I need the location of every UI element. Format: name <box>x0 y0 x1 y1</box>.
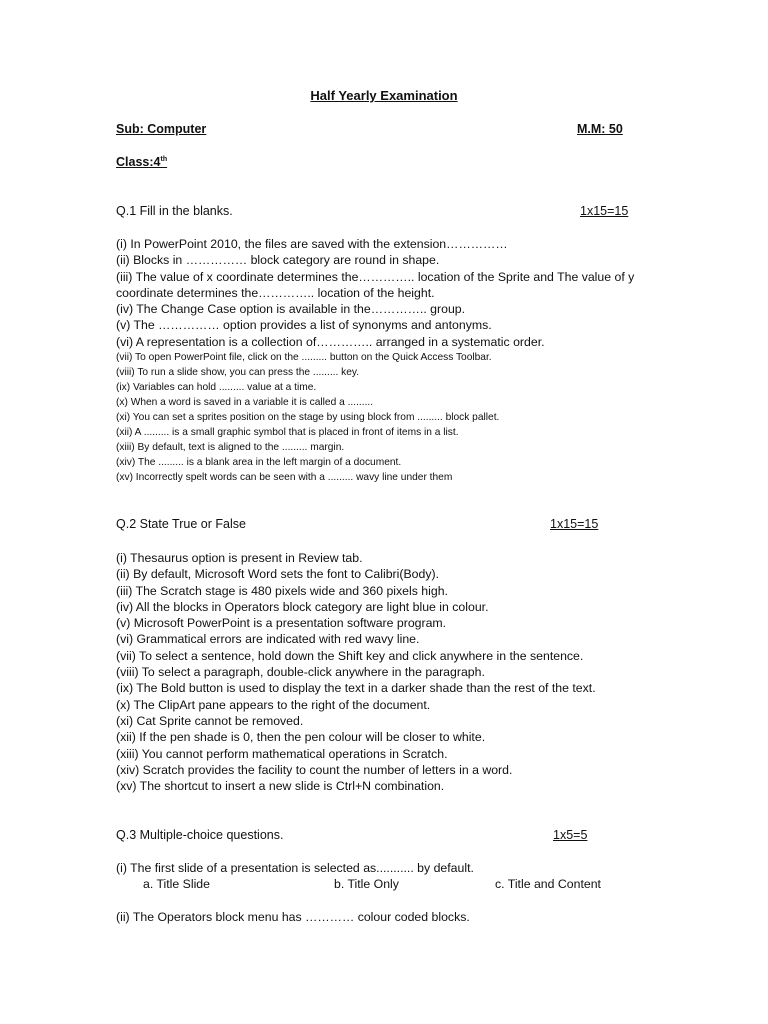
list-item: (iv) The Change Case option is available in the………….. group. <box>116 302 466 317</box>
list-item: (x) When a word is saved in a variable it is called a ......... <box>116 397 374 409</box>
q3-option-c: c. Title and Content <box>495 877 601 891</box>
list-item: (viii) To select a paragraph, double-click anywhere in the paragraph. <box>116 665 485 680</box>
q3-option-b: b. Title Only <box>334 877 399 891</box>
list-item: (v) Microsoft PowerPoint is a presentation software program. <box>116 616 447 631</box>
max-marks-label: M.M: 50 <box>577 122 623 136</box>
q2-list <box>116 550 596 794</box>
q3-marks: 1x5=5 <box>553 828 588 842</box>
q3-question-ii: (ii) The Operators block menu has ………… colour coded blocks. <box>116 910 470 924</box>
list-item: (vii) To open PowerPoint file, click on the ......... button on the Quick Access Toolbar. <box>116 352 492 364</box>
list-item: (xi) Cat Sprite cannot be removed. <box>116 713 304 728</box>
list-item: (xiv) Scratch provides the facility to count the number of letters in a word. <box>116 762 513 777</box>
list-item: (ii) Blocks in …………… block category are round in shape. <box>116 253 440 268</box>
list-item: (iii) The value of x coordinate determines the………….. location of the Sprite and The value of y coordinate determines the………….. location of the height. <box>116 269 635 300</box>
list-item: (xii) A ......... is a small graphic symbol that is placed in front of items in a list. <box>116 427 459 439</box>
q2-heading: Q.2 State True or False <box>116 517 246 531</box>
subject-label: Sub: Computer <box>116 122 207 136</box>
q1-heading: Q.1 Fill in the blanks. <box>116 204 233 218</box>
class-label <box>116 155 167 169</box>
list-item: (x) The ClipArt pane appears to the right of the document. <box>116 697 431 712</box>
q3-option-a: a. Title Slide <box>143 877 210 891</box>
list-item: (xv) Incorrectly spelt words can be seen with a ......... wavy line under them <box>116 472 453 484</box>
list-item: (vi) A representation is a collection of………….. arranged in a systematic order. <box>116 334 545 349</box>
list-item: (iii) The Scratch stage is 480 pixels wide and 360 pixels high. <box>116 583 448 598</box>
list-item: (xi) You can set a sprites position on the stage by using block from ......... block pallet. <box>116 412 500 424</box>
class-superscript: th <box>160 155 168 163</box>
q2-marks: 1x15=15 <box>550 517 599 531</box>
list-item: (vii) To select a sentence, hold down the Shift key and click anywhere in the sentence. <box>116 648 584 663</box>
list-item: (viii) To run a slide show, you can press the ......... key. <box>116 367 360 379</box>
q1-list <box>116 236 661 485</box>
list-item: (ix) Variables can hold ......... value at a time. <box>116 382 317 394</box>
list-item: (xiii) By default, text is aligned to the ......... margin. <box>116 442 345 454</box>
q1-marks: 1x15=15 <box>580 204 629 218</box>
q3-question-i: (i) The first slide of a presentation is selected as........... by default. <box>116 861 474 875</box>
q3-heading: Q.3 Multiple-choice questions. <box>116 828 284 842</box>
exam-title: Half Yearly Examination <box>310 88 458 103</box>
list-item: (xv) The shortcut to insert a new slide is Ctrl+N combination. <box>116 779 445 794</box>
list-item: (xiii) You cannot perform mathematical operations in Scratch. <box>116 746 448 761</box>
list-item: (i) In PowerPoint 2010, the files are saved with the extension…………… <box>116 237 508 251</box>
list-item: (iv) All the blocks in Operators block category are light blue in colour. <box>116 599 489 614</box>
class-text: Class:4 <box>116 155 161 169</box>
list-item: (xiv) The ......... is a blank area in the left margin of a document. <box>116 457 402 469</box>
list-item: (v) The …………… option provides a list of synonyms and antonyms. <box>116 318 492 333</box>
list-item: (i) Thesaurus option is present in Review tab. <box>116 551 363 565</box>
list-item: (xii) If the pen shade is 0, then the pen colour will be closer to white. <box>116 730 486 745</box>
list-item: (ii) By default, Microsoft Word sets the font to Calibri(Body). <box>116 567 440 582</box>
list-item: (ix) The Bold button is used to display the text in a darker shade than the rest of the text. <box>116 681 596 696</box>
list-item: (vi) Grammatical errors are indicated with red wavy line. <box>116 632 420 647</box>
